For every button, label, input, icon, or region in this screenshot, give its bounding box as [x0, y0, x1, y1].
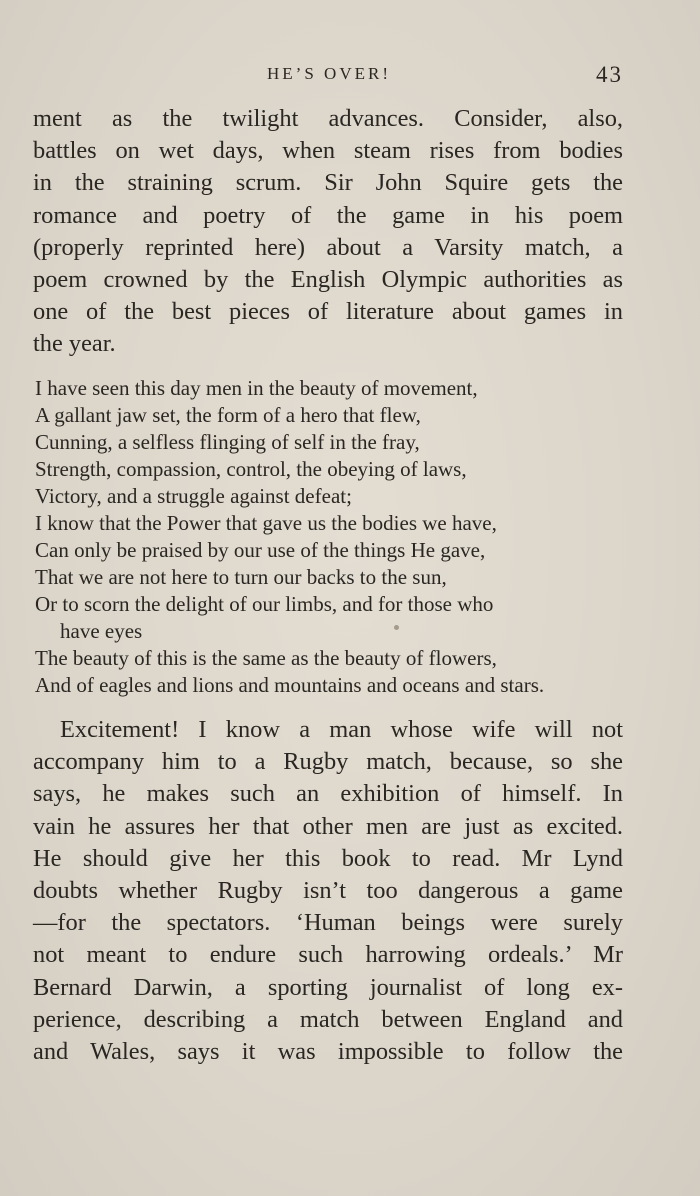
poem-line: I have seen this day men in the beauty of movement, [35, 376, 478, 400]
text-line: —for the spectators. ‘Human beings were surely [33, 909, 623, 937]
paragraph-1 [33, 103, 623, 361]
poem-quotation [35, 375, 635, 699]
text-line: Excitement! I know a man whose wife will not [60, 716, 623, 743]
text-line: perience, describing a match between England and [33, 1005, 623, 1033]
text-line: in the straining scrum. Sir John Squire gets the [33, 169, 623, 197]
text-line: Bernard Darwin, a sporting journalist of long ex- [33, 973, 623, 1001]
text-line: He should give her this book to read. Mr Lynd [33, 844, 623, 872]
paper-speck [394, 625, 399, 630]
text-line: the year. [33, 330, 116, 358]
text-line: not meant to endure such harrowing ordeals.’ Mr [33, 941, 623, 969]
text-line: says, he makes such an exhibition of himself. In [33, 780, 623, 808]
poem-line: I know that the Power that gave us the bodies we have, [35, 511, 497, 535]
poem-line: The beauty of this is the same as the beauty of flowers, [35, 646, 497, 670]
poem-line: Or to scorn the delight of our limbs, and for those who [35, 592, 494, 616]
page-number: 43 [596, 62, 623, 87]
running-title: HE’S OVER! [267, 64, 391, 83]
text-line: vain he assures her that other men are just as excited. [33, 812, 623, 840]
poem-line: A gallant jaw set, the form of a hero that flew, [35, 403, 421, 427]
paragraph-2 [33, 714, 623, 1068]
poem-line: That we are not here to turn our backs to the sun, [35, 565, 447, 589]
running-head [35, 64, 623, 90]
poem-line: Victory, and a struggle against defeat; [35, 484, 352, 508]
text-line: romance and poetry of the game in his poem [33, 201, 623, 229]
text-line: accompany him to a Rugby match, because, so she [33, 748, 623, 776]
poem-line: Cunning, a selfless flinging of self in the fray, [35, 430, 420, 454]
poem-line-continuation: have eyes [60, 619, 143, 643]
text-line: and Wales, says it was impossible to follow the [33, 1038, 623, 1066]
text-line: battles on wet days, when steam rises from bodies [33, 137, 623, 165]
text-line: doubts whether Rugby isn’t too dangerous a game [33, 877, 623, 905]
poem-line: Strength, compassion, control, the obeying of laws, [35, 457, 467, 481]
text-line: ment as the twilight advances. Consider, also, [33, 105, 623, 132]
text-line: poem crowned by the English Olympic authorities as [33, 266, 623, 294]
poem-line: And of eagles and lions and mountains and oceans and stars. [35, 673, 545, 697]
text-line: one of the best pieces of literature about games in [33, 298, 623, 326]
poem-line: Can only be praised by our use of the things He gave, [35, 538, 486, 562]
text-line: (properly reprinted here) about a Varsity match, a [33, 233, 623, 261]
